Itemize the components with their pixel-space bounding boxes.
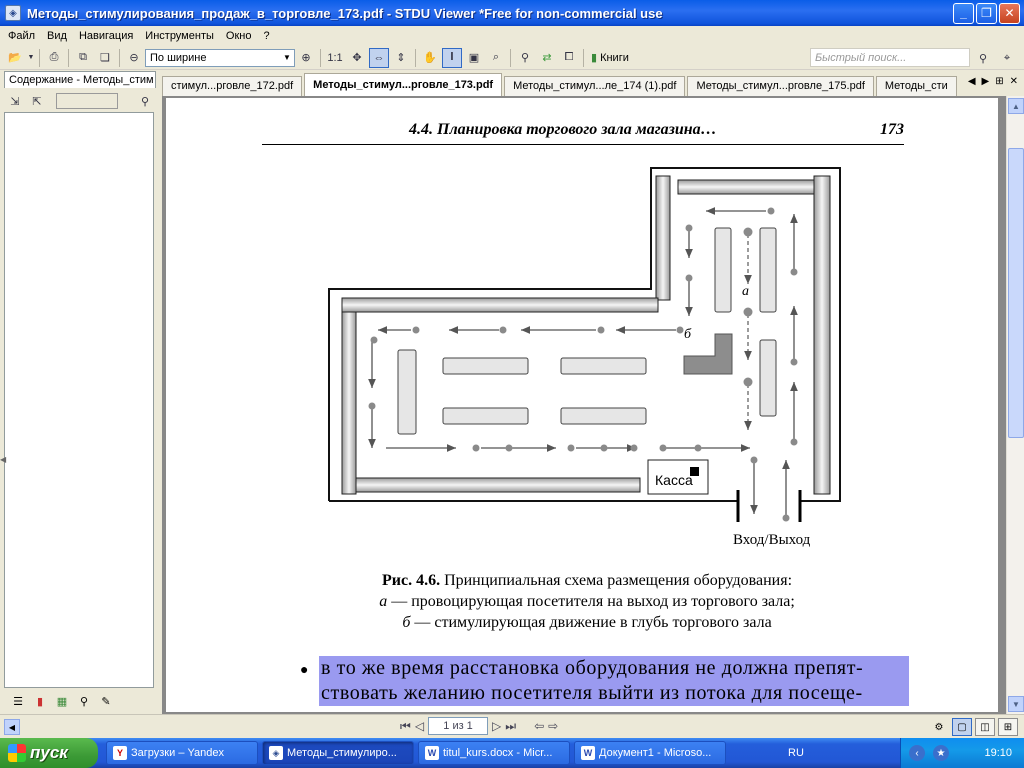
shelf — [443, 408, 528, 424]
task-label: Загрузки – Yandex — [131, 747, 224, 759]
start-button[interactable] — [0, 738, 98, 768]
windows-logo-icon — [8, 744, 26, 762]
open-folder-icon[interactable]: 📂 — [8, 52, 22, 64]
menu-view[interactable]: Вид — [47, 30, 67, 42]
scroll-left-icon[interactable]: ◀ — [4, 719, 20, 735]
contents-panel-icon[interactable]: ☰ — [13, 695, 23, 708]
wall-left — [342, 312, 356, 494]
store-floor-plan — [166, 98, 998, 578]
two-page-icon[interactable]: ◫ — [975, 718, 995, 736]
toolbar-separator — [119, 49, 120, 67]
find-icon[interactable]: ⚲ — [520, 52, 530, 64]
fit-page-icon[interactable]: ✥ — [352, 52, 362, 64]
shelf — [561, 358, 646, 374]
word-icon: W — [425, 746, 439, 760]
shelf — [443, 358, 528, 374]
books-button[interactable] — [587, 51, 633, 64]
clock: 19:10 — [984, 747, 1012, 759]
settings-icon[interactable]: ⚙ — [934, 721, 944, 733]
stdu-app-icon: ◈ — [5, 5, 21, 21]
pages-icon[interactable]: ❏ — [100, 52, 110, 64]
pdf-page — [166, 98, 998, 712]
highlighted-line: в то же время расстановка оборудования не должна препят- — [319, 656, 909, 681]
copy-icon[interactable]: ⧉ — [79, 51, 87, 63]
maximize-button[interactable]: ❐ — [976, 3, 997, 24]
tab-navigation — [968, 76, 1018, 87]
task-stdu-viewer[interactable] — [262, 741, 414, 765]
stdu-icon: ◈ — [269, 746, 283, 760]
menu-tools[interactable]: Инструменты — [145, 30, 214, 42]
wall-top-right — [678, 180, 814, 194]
label-b: б — [684, 327, 692, 342]
toolbar-separator — [320, 49, 321, 67]
toolbar-separator — [68, 49, 69, 67]
scroll-thumb[interactable] — [1008, 148, 1024, 438]
tab-doc-172[interactable]: стимул...рговле_172.pdf — [162, 76, 302, 96]
scroll-up-icon[interactable]: ▲ — [1008, 98, 1024, 114]
menu-bar — [0, 26, 1024, 46]
single-page-icon[interactable]: ▢ — [952, 718, 972, 736]
document-viewport[interactable] — [162, 96, 1024, 714]
page-navigation — [400, 717, 558, 735]
dropdown-arrow-icon[interactable]: ▼ — [27, 54, 35, 61]
menu-file[interactable]: Файл — [8, 30, 36, 42]
toolbar-separator — [415, 49, 416, 67]
grid-view-icon[interactable]: ⊞ — [998, 718, 1018, 736]
tray-app-icon[interactable]: ★ — [933, 745, 949, 761]
tab-close-icon[interactable]: ✕ — [1009, 76, 1018, 87]
panel-switcher — [4, 690, 154, 712]
tab-list-icon[interactable]: ⊞ — [995, 76, 1004, 87]
book-icon: ▮ — [591, 52, 598, 64]
zoom-in-icon[interactable]: ⊕ — [301, 52, 311, 64]
quick-search-input[interactable]: Быстрый поиск... — [810, 48, 970, 67]
yandex-icon: Y — [113, 746, 127, 760]
bookmarks-panel-icon[interactable]: ▮ — [36, 695, 44, 708]
splitter-arrow-icon[interactable]: ◀ — [0, 455, 7, 464]
bullet-icon: ● — [300, 661, 309, 677]
page-number: 173 — [880, 121, 904, 138]
caption-b-text: — стимулирующая движение в глубь торгового зала — [414, 614, 772, 631]
highlighted-line: ствовать желанию посетителя выйти из потока для посеще- — [319, 681, 909, 706]
word-icon: W — [581, 746, 595, 760]
zoom-select[interactable] — [145, 49, 295, 67]
menu-window[interactable]: Окно — [225, 30, 252, 42]
hand-tool-icon[interactable]: ✋ — [423, 52, 437, 64]
menu-help[interactable]: ? — [263, 30, 270, 42]
minimize-button[interactable]: _ — [953, 3, 974, 24]
contents-tab[interactable]: Содержание - Методы_стим — [4, 71, 156, 88]
shelf — [561, 408, 646, 424]
title-bar — [0, 0, 1024, 26]
tab-prev-icon[interactable]: ◀ — [967, 76, 976, 87]
window-title: Методы_стимулирования_продаж_в_торговле_173.pdf - STDU Viewer *Free for non-commercial use — [27, 5, 663, 21]
toolbar-separator — [510, 49, 511, 67]
expand-icon[interactable]: ⇲ — [10, 95, 20, 108]
close-button[interactable]: ✕ — [999, 3, 1020, 24]
task-word-doc1[interactable] — [574, 741, 726, 765]
collapse-icon[interactable]: ⇱ — [32, 95, 42, 108]
label-entrance: Вход/Выход — [733, 532, 811, 548]
shelf — [760, 228, 776, 312]
shelf — [715, 228, 731, 312]
swap-icon[interactable]: ⇄ — [542, 52, 552, 64]
actual-size-button[interactable]: 1:1 — [327, 51, 343, 64]
contents-tree[interactable] — [4, 112, 154, 688]
contents-search-field[interactable] — [56, 93, 118, 109]
zoom-out-icon[interactable]: ⊖ — [129, 52, 139, 64]
view-mode-buttons — [929, 718, 1018, 736]
task-label: titul_kurs.docx - Micr... — [443, 747, 553, 759]
task-label: Документ1 - Microso... — [599, 747, 712, 759]
task-yandex[interactable] — [106, 741, 258, 765]
main-toolbar — [0, 46, 1024, 70]
contents-toolbar — [4, 90, 156, 112]
caption-b-letter: б — [402, 614, 411, 631]
search-icon[interactable]: ⚲ — [978, 52, 988, 65]
windows-taskbar — [0, 738, 1024, 768]
wall-upper-horizontal — [342, 298, 658, 312]
navigation-bar — [0, 714, 1024, 738]
tab-doc-more[interactable]: Методы_сти — [876, 76, 957, 96]
first-page-icon[interactable]: ⏮ — [400, 718, 411, 733]
next-page-icon[interactable]: ▷ — [492, 719, 502, 733]
tab-doc-175[interactable]: Методы_стимул...рговле_175.pdf — [687, 76, 873, 96]
document-tabs — [162, 72, 1024, 96]
page-number-input[interactable]: 1 из 1 — [428, 717, 488, 735]
print-icon[interactable]: ⎙ — [49, 51, 59, 63]
menu-navigation[interactable]: Навигация — [78, 30, 134, 42]
history-forward-icon[interactable]: ⇨ — [548, 719, 559, 733]
history-back-icon[interactable]: ⇦ — [534, 719, 545, 733]
l-shaped-counter — [684, 334, 732, 374]
language-indicator[interactable]: RU — [788, 747, 804, 759]
scroll-down-icon[interactable]: ▼ — [1008, 696, 1024, 712]
text-select-icon[interactable]: 𝐈 — [442, 48, 462, 68]
toolbar-separator — [583, 49, 584, 67]
chevron-down-icon: ▼ — [283, 53, 291, 62]
last-page-icon[interactable]: ⏭ — [505, 718, 517, 733]
windows-icon[interactable]: ⧠ — [564, 51, 574, 63]
left-panel — [0, 70, 160, 714]
tab-next-icon[interactable]: ▶ — [981, 76, 990, 87]
prev-page-icon[interactable]: ◁ — [414, 719, 425, 733]
tab-doc-174[interactable]: Методы_стимул...ле_174 (1).pdf — [504, 76, 685, 96]
figure-caption — [166, 570, 998, 633]
tab-doc-173[interactable]: Методы_стимул...рговле_173.pdf — [304, 73, 502, 96]
task-label: Методы_стимулиро... — [287, 747, 397, 759]
highlighted-paragraph[interactable] — [319, 656, 909, 706]
tray-back-icon[interactable]: ‹ — [909, 745, 925, 761]
label-kassa: Касса — [655, 472, 693, 488]
start-label: пуск — [30, 743, 68, 762]
caption-a-text: — провоцирующая посетителя на выход из торгового зала; — [391, 593, 795, 610]
search-options-icon[interactable]: ⌖ — [1003, 51, 1011, 64]
shelf — [398, 350, 416, 434]
wall-right — [814, 176, 830, 494]
shelf — [760, 340, 776, 416]
caption-a-letter: а — [379, 593, 388, 610]
binoculars-icon[interactable]: ⚲ — [140, 95, 150, 108]
toolbar-separator — [39, 49, 40, 67]
task-word-titul[interactable] — [418, 741, 570, 765]
zoom-tool-icon[interactable]: ⌕ — [492, 51, 500, 63]
wall-upper-left-vertical — [656, 176, 670, 300]
thumbnails-panel-icon[interactable]: ▦ — [56, 695, 68, 708]
caption-title: Принципиальная схема размещения оборудования: — [444, 572, 793, 589]
label-a: а — [742, 284, 749, 299]
fit-width-icon[interactable]: ⇔ — [369, 48, 389, 68]
fit-height-icon[interactable]: ⇕ — [396, 52, 406, 64]
caption-fig-number: Рис. 4.6. — [381, 572, 441, 589]
vertical-scrollbar[interactable] — [1006, 96, 1024, 714]
image-select-icon[interactable]: ▣ — [468, 52, 480, 64]
annotations-panel-icon[interactable]: ✎ — [101, 695, 111, 708]
page-header-title: 4.4. Планировка торгового зала магазина… — [409, 121, 717, 138]
system-tray — [788, 738, 1024, 768]
zoom-value: По ширине — [150, 51, 207, 64]
wall-bottom — [356, 478, 640, 492]
books-label: Книги — [600, 51, 629, 64]
outer-wall-outline — [329, 168, 840, 501]
search-panel-icon[interactable]: ⚲ — [79, 695, 89, 708]
